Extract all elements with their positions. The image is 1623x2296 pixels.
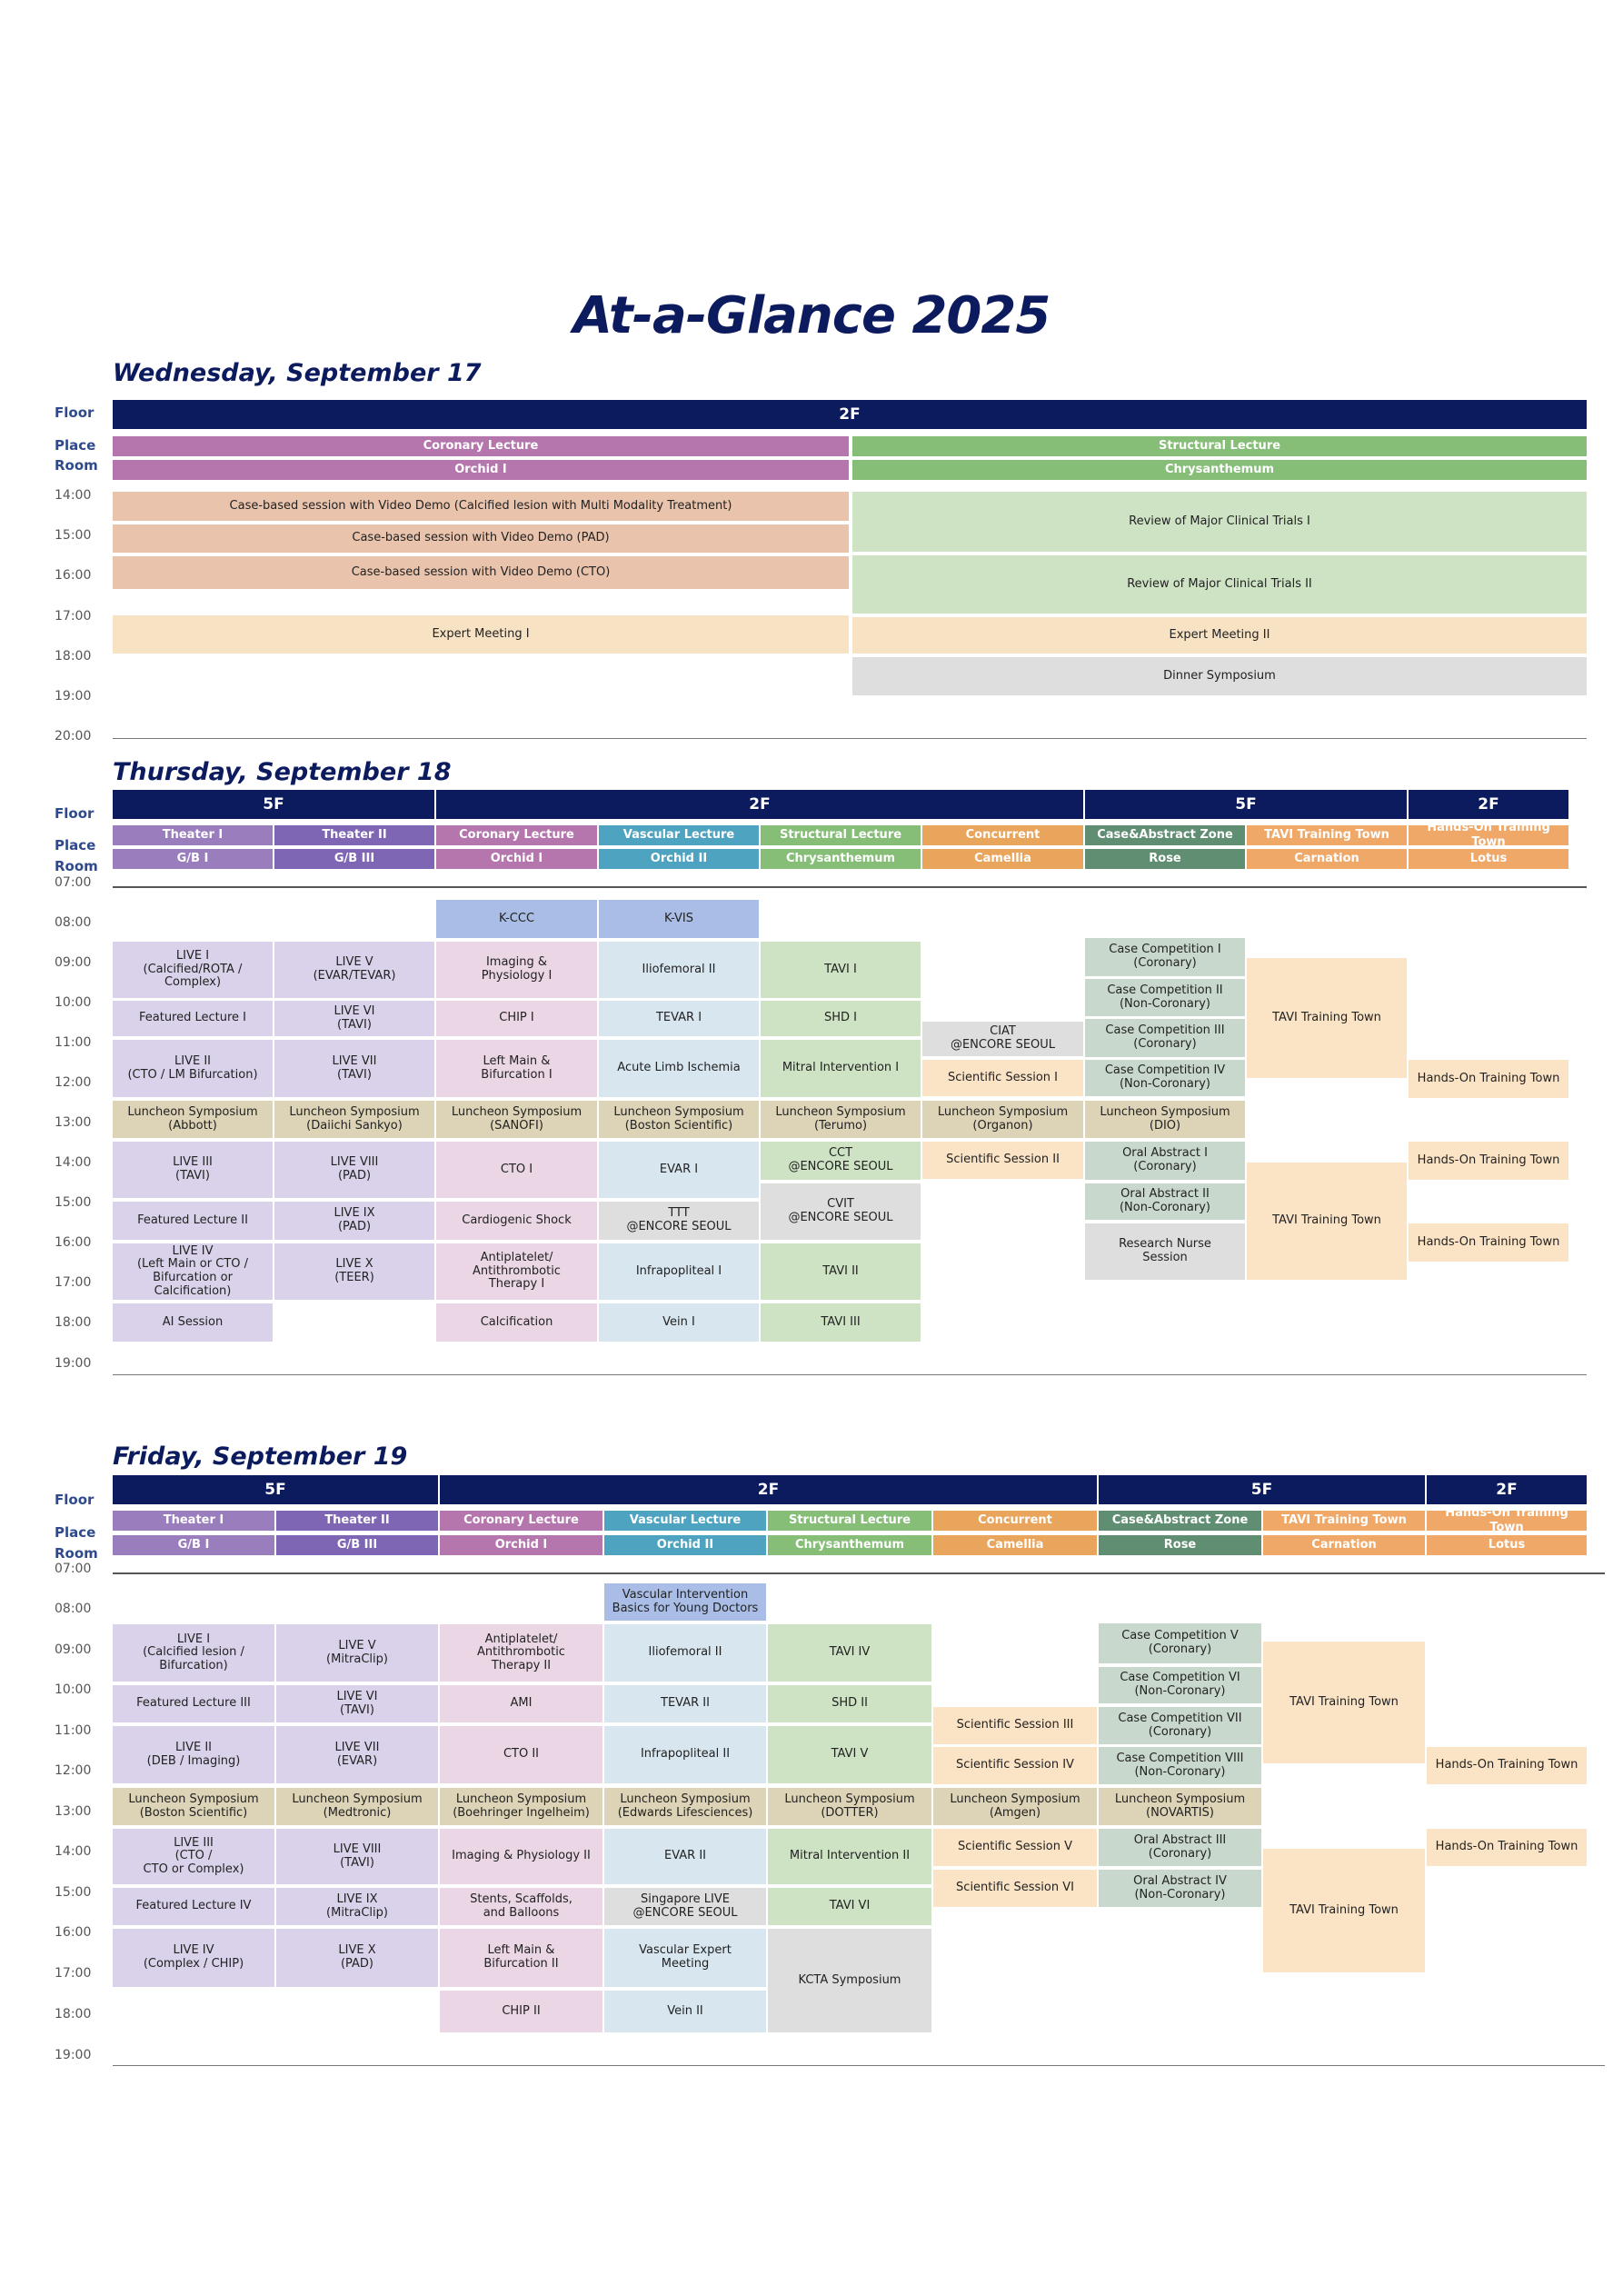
session-cell: Case Competition VII (Coronary) [1099, 1707, 1261, 1744]
session-cell: EVAR II [604, 1829, 766, 1884]
session-cell: Infrapopliteal II [604, 1726, 766, 1783]
session-cell: TAVI V [768, 1726, 931, 1783]
session-cell: Luncheon Symposium (Terumo) [761, 1101, 921, 1138]
thu-place-header: Structural Lecture [761, 825, 921, 845]
session-cell: Luncheon Symposium (Organon) [922, 1101, 1083, 1138]
session-cell: Acute Limb Ischemia [599, 1040, 759, 1097]
thu-room-header: Carnation [1247, 849, 1407, 869]
session-cell: Scientific Session III [933, 1707, 1097, 1744]
fri-room-header: Lotus [1427, 1535, 1587, 1555]
session-cell: Case Competition VI (Non-Coronary) [1099, 1667, 1261, 1703]
thu-place-header: Vascular Lecture [599, 825, 759, 845]
session-cell: Scientific Session VI [933, 1870, 1097, 1907]
session-cell: Case Competition III (Coronary) [1085, 1019, 1245, 1057]
session-cell: SHD II [768, 1685, 931, 1722]
time-label: 14:00 [55, 1155, 92, 1170]
session-cell: Hands-On Training Town [1409, 1060, 1568, 1098]
wed-room-orchid: Orchid I [113, 460, 849, 480]
fri-place-header: Structural Lecture [768, 1511, 931, 1531]
time-label: 14:00 [55, 488, 92, 503]
thu-room-label: Room [55, 858, 98, 874]
session-cell: TAVI Training Town [1263, 1849, 1425, 1972]
session-cell: Stents, Scaffolds, and Balloons [440, 1888, 602, 1925]
time-label: 17:00 [55, 1275, 92, 1290]
session-cell: Luncheon Symposium (Boston Scientific) [113, 1788, 274, 1825]
session-cell: Oral Abstract I (Coronary) [1085, 1142, 1245, 1180]
session-cell: Hands-On Training Town [1427, 1747, 1587, 1784]
session-cell: Review of Major Clinical Trials I [852, 492, 1587, 552]
time-label: 14:00 [55, 1844, 92, 1859]
time-label: 13:00 [55, 1115, 92, 1130]
time-label: 19:00 [55, 2048, 92, 2062]
time-label: 07:00 [55, 1562, 92, 1576]
session-cell: Infrapopliteal I [599, 1243, 759, 1300]
fri-place-header: Theater I [113, 1511, 274, 1531]
thu-place-header: Theater I [113, 825, 273, 845]
session-cell: LIVE III (CTO / CTO or Complex) [113, 1829, 274, 1884]
fri-place-header: Theater II [276, 1511, 438, 1531]
divider [113, 738, 1587, 739]
session-cell: Case Competition II (Non-Coronary) [1085, 979, 1245, 1016]
thu-floor-bar: 2F [1409, 790, 1568, 819]
session-cell: Dinner Symposium [852, 657, 1587, 695]
session-cell: Antiplatelet/ Antithrombotic Therapy I [436, 1243, 597, 1300]
session-cell: Case Competition I (Coronary) [1085, 938, 1245, 976]
session-cell: Luncheon Symposium (SANOFI) [436, 1101, 597, 1138]
divider [113, 886, 1587, 888]
thu-place-header: Hands-On Training Town [1409, 825, 1568, 845]
time-label: 17:00 [55, 1966, 92, 1981]
session-cell: Luncheon Symposium (DIO) [1085, 1101, 1245, 1138]
thu-room-header: Orchid II [599, 849, 759, 869]
thu-room-header: Rose [1085, 849, 1245, 869]
session-cell: AI Session [113, 1303, 273, 1342]
session-cell: CIAT @ENCORE SEOUL [922, 1022, 1083, 1056]
thu-floor-label: Floor [55, 805, 95, 822]
time-label: 13:00 [55, 1804, 92, 1819]
session-cell: Cardiogenic Shock [436, 1202, 597, 1240]
time-label: 12:00 [55, 1763, 92, 1778]
session-cell: LIVE IX (MitraClip) [276, 1888, 438, 1925]
time-label: 19:00 [55, 689, 92, 704]
time-label: 16:00 [55, 1235, 92, 1250]
session-cell: LIVE III (TAVI) [113, 1142, 273, 1198]
session-cell: Vascular Expert Meeting [604, 1929, 766, 1987]
session-cell: Antiplatelet/ Antithrombotic Therapy II [440, 1624, 602, 1682]
session-cell: Luncheon Symposium (DOTTER) [768, 1788, 931, 1825]
thu-floor-bar: 2F [436, 790, 1083, 819]
time-label: 09:00 [55, 1642, 92, 1657]
fri-room-header: Chrysanthemum [768, 1535, 931, 1555]
session-cell: CCT @ENCORE SEOUL [761, 1142, 921, 1180]
session-cell: LIVE II (CTO / LM Bifurcation) [113, 1040, 273, 1097]
session-cell: Imaging & Physiology I [436, 942, 597, 998]
fri-place-header: Hands-On Training Town [1427, 1511, 1587, 1531]
time-label: 18:00 [55, 2007, 92, 2021]
session-cell: LIVE V (EVAR/TEVAR) [274, 942, 434, 998]
time-label: 18:00 [55, 1315, 92, 1330]
time-label: 18:00 [55, 649, 92, 664]
session-cell: EVAR I [599, 1142, 759, 1198]
session-cell: Oral Abstract II (Non-Coronary) [1085, 1183, 1245, 1220]
fri-room-header: Orchid I [440, 1535, 602, 1555]
time-label: 20:00 [55, 729, 92, 744]
session-cell: Luncheon Symposium (Edwards Lifesciences) [604, 1788, 766, 1825]
session-cell: TAVI II [761, 1243, 921, 1300]
session-cell: LIVE IV (Left Main or CTO / Bifurcation or Calcification) [113, 1243, 273, 1300]
fri-room-header: Rose [1099, 1535, 1261, 1555]
wed-floor-label: Floor [55, 404, 95, 421]
thu-place-label: Place [55, 837, 96, 854]
session-cell: LIVE II (DEB / Imaging) [113, 1726, 274, 1783]
session-cell: Singapore LIVE @ENCORE SEOUL [604, 1888, 766, 1925]
session-cell: TAVI I [761, 942, 921, 998]
wed-room-chrysanthemum: Chrysanthemum [852, 460, 1587, 480]
divider [113, 1374, 1587, 1375]
thu-place-header: Case&Abstract Zone [1085, 825, 1245, 845]
session-cell: Vein I [599, 1303, 759, 1342]
time-label: 11:00 [55, 1723, 92, 1738]
fri-floor-bar: 2F [440, 1475, 1097, 1504]
session-cell: LIVE IX (PAD) [274, 1202, 434, 1240]
fri-floor-bar: 5F [1099, 1475, 1425, 1504]
session-cell: SHD I [761, 1001, 921, 1036]
session-cell: Luncheon Symposium (Daiichi Sankyo) [274, 1101, 434, 1138]
session-cell: Luncheon Symposium (Medtronic) [276, 1788, 438, 1825]
session-cell: Review of Major Clinical Trials II [852, 555, 1587, 614]
session-cell: Left Main & Bifurcation I [436, 1040, 597, 1097]
time-label: 07:00 [55, 875, 92, 890]
fri-room-label: Room [55, 1545, 98, 1562]
thu-floor-bar: 5F [1085, 790, 1407, 819]
wed-place-coronary: Coronary Lecture [113, 436, 849, 456]
session-cell: Left Main & Bifurcation II [440, 1929, 602, 1987]
session-cell: Hands-On Training Town [1427, 1829, 1587, 1866]
thu-place-header: Coronary Lecture [436, 825, 597, 845]
session-cell: Scientific Session I [922, 1060, 1083, 1096]
thu-day-heading: Thursday, September 18 [113, 758, 452, 786]
session-cell: CHIP II [440, 1991, 602, 2032]
session-cell: Case-based session with Video Demo (Calcified lesion with Multi Modality Treatment) [113, 492, 849, 521]
fri-place-header: Case&Abstract Zone [1099, 1511, 1261, 1531]
thu-place-header: Theater II [274, 825, 434, 845]
session-cell: Expert Meeting I [113, 615, 849, 654]
time-label: 09:00 [55, 955, 92, 970]
fri-place-header: Concurrent [933, 1511, 1097, 1531]
session-cell: LIVE X (PAD) [276, 1929, 438, 1987]
time-label: 10:00 [55, 995, 92, 1010]
session-cell: Scientific Session II [922, 1142, 1083, 1179]
page-title: At-a-Glance 2025 [573, 286, 1050, 345]
session-cell: LIVE VIII (TAVI) [276, 1829, 438, 1884]
session-cell: TTT @ENCORE SEOUL [599, 1202, 759, 1240]
time-label: 12:00 [55, 1075, 92, 1090]
session-cell: Iliofemoral II [599, 942, 759, 998]
thu-room-header: G/B III [274, 849, 434, 869]
fri-room-header: G/B I [113, 1535, 274, 1555]
session-cell: LIVE VII (EVAR) [276, 1726, 438, 1783]
session-cell: Calcification [436, 1303, 597, 1342]
session-cell: Mitral Intervention I [761, 1040, 921, 1097]
session-cell: Case Competition V (Coronary) [1099, 1623, 1261, 1663]
session-cell: CVIT @ENCORE SEOUL [761, 1183, 921, 1240]
session-cell: Case-based session with Video Demo (PAD) [113, 524, 849, 553]
session-cell: LIVE I (Calcified lesion / Bifurcation) [113, 1624, 274, 1682]
session-cell: Luncheon Symposium (Abbott) [113, 1101, 273, 1138]
session-cell: CTO I [436, 1142, 597, 1198]
session-cell: Imaging & Physiology II [440, 1829, 602, 1884]
session-cell: TAVI IV [768, 1624, 931, 1682]
session-cell: Hands-On Training Town [1409, 1223, 1568, 1262]
session-cell: Oral Abstract IV (Non-Coronary) [1099, 1870, 1261, 1907]
fri-floor-bar: 2F [1427, 1475, 1587, 1504]
session-cell: Case-based session with Video Demo (CTO) [113, 556, 849, 589]
session-cell: LIVE X (TEER) [274, 1243, 434, 1300]
fri-floor-bar: 5F [113, 1475, 438, 1504]
session-cell: CTO II [440, 1726, 602, 1783]
wed-floor-bar: 2F [113, 400, 1587, 429]
time-label: 19:00 [55, 1356, 92, 1371]
wed-place-structural: Structural Lecture [852, 436, 1587, 456]
thu-room-header: Chrysanthemum [761, 849, 921, 869]
fri-day-heading: Friday, September 19 [113, 1442, 408, 1471]
session-cell: LIVE VI (TAVI) [274, 1001, 434, 1036]
session-cell: Case Competition VIII (Non-Coronary) [1099, 1747, 1261, 1784]
fri-place-label: Place [55, 1524, 96, 1541]
session-cell: LIVE VII (TAVI) [274, 1040, 434, 1097]
session-cell: Scientific Session V [933, 1829, 1097, 1866]
time-label: 16:00 [55, 1925, 92, 1940]
session-cell: TAVI Training Town [1247, 1163, 1407, 1280]
thu-floor-bar: 5F [113, 790, 434, 819]
session-cell: Research Nurse Session [1085, 1223, 1245, 1280]
thu-place-header: Concurrent [922, 825, 1083, 845]
time-label: 15:00 [55, 1195, 92, 1210]
session-cell: LIVE V (MitraClip) [276, 1624, 438, 1682]
session-cell: LIVE VI (TAVI) [276, 1685, 438, 1722]
session-cell: Vascular Intervention Basics for Young Doctors [604, 1583, 766, 1621]
fri-floor-label: Floor [55, 1492, 95, 1508]
session-cell: TAVI VI [768, 1888, 931, 1925]
session-cell: TAVI III [761, 1303, 921, 1342]
fri-room-header: Orchid II [604, 1535, 766, 1555]
wed-day-heading: Wednesday, September 17 [113, 359, 482, 387]
session-cell: Luncheon Symposium (NOVARTIS) [1099, 1788, 1261, 1825]
session-cell: TEVAR II [604, 1685, 766, 1722]
time-label: 08:00 [55, 915, 92, 930]
time-label: 11:00 [55, 1035, 92, 1050]
session-cell: Luncheon Symposium (Boehringer Ingelheim) [440, 1788, 602, 1825]
wed-place-label: Place [55, 437, 96, 454]
session-cell: Mitral Intervention II [768, 1829, 931, 1884]
session-cell: AMI [440, 1685, 602, 1722]
time-label: 15:00 [55, 1885, 92, 1900]
session-cell: Hands-On Training Town [1409, 1142, 1568, 1180]
session-cell: TAVI Training Town [1247, 958, 1407, 1078]
thu-room-header: Orchid I [436, 849, 597, 869]
time-label: 08:00 [55, 1602, 92, 1616]
session-cell: LIVE VIII (PAD) [274, 1142, 434, 1198]
session-cell: Featured Lecture III [113, 1685, 274, 1722]
session-cell: LIVE IV (Complex / CHIP) [113, 1929, 274, 1987]
session-cell: Iliofemoral II [604, 1624, 766, 1682]
divider [113, 1572, 1605, 1574]
session-cell: LIVE I (Calcified/ROTA / Complex) [113, 942, 273, 998]
session-cell: Oral Abstract III (Coronary) [1099, 1829, 1261, 1866]
session-cell: CHIP I [436, 1001, 597, 1036]
session-cell: Scientific Session IV [933, 1747, 1097, 1784]
session-cell: TEVAR I [599, 1001, 759, 1036]
wed-room-label: Room [55, 457, 98, 474]
fri-room-header: G/B III [276, 1535, 438, 1555]
time-label: 10:00 [55, 1682, 92, 1697]
session-cell: KCTA Symposium [768, 1929, 931, 2032]
fri-room-header: Camellia [933, 1535, 1097, 1555]
fri-place-header: Coronary Lecture [440, 1511, 602, 1531]
thu-place-header: TAVI Training Town [1247, 825, 1407, 845]
session-cell: TAVI Training Town [1263, 1642, 1425, 1763]
fri-place-header: TAVI Training Town [1263, 1511, 1425, 1531]
fri-place-header: Vascular Lecture [604, 1511, 766, 1531]
session-cell: K-VIS [599, 900, 759, 938]
session-cell: Featured Lecture II [113, 1202, 273, 1240]
session-cell: Expert Meeting II [852, 617, 1587, 654]
time-label: 15:00 [55, 528, 92, 543]
session-cell: Vein II [604, 1991, 766, 2032]
fri-room-header: Carnation [1263, 1535, 1425, 1555]
session-cell: Case Competition IV (Non-Coronary) [1085, 1060, 1245, 1096]
thu-room-header: Camellia [922, 849, 1083, 869]
divider [113, 2065, 1605, 2066]
thu-room-header: Lotus [1409, 849, 1568, 869]
session-cell: Featured Lecture IV [113, 1888, 274, 1925]
time-label: 16:00 [55, 568, 92, 583]
session-cell: K-CCC [436, 900, 597, 938]
thu-room-header: G/B I [113, 849, 273, 869]
time-label: 17:00 [55, 609, 92, 624]
session-cell: Featured Lecture I [113, 1001, 273, 1036]
session-cell: Luncheon Symposium (Boston Scientific) [599, 1101, 759, 1138]
session-cell: Luncheon Symposium (Amgen) [933, 1788, 1097, 1825]
